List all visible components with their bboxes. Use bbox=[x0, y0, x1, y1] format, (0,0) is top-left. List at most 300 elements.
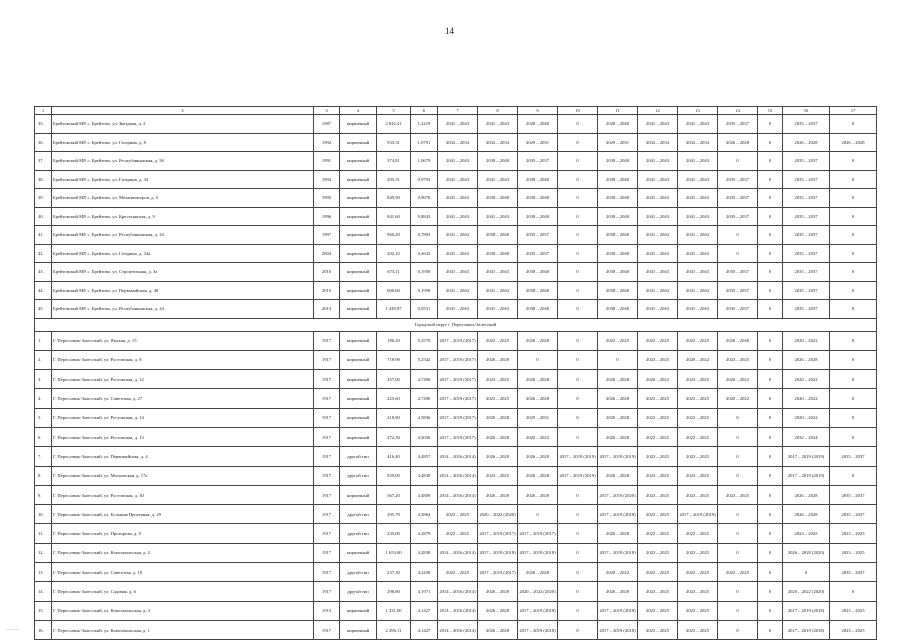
table-cell: 2026 – 2028 bbox=[518, 331, 558, 350]
table-cell: 2035 – 2037 bbox=[783, 263, 830, 282]
row-index-cell: 1 bbox=[35, 107, 52, 115]
table-cell: 0 bbox=[718, 244, 758, 263]
table-cell: 0 bbox=[558, 300, 598, 319]
table-row bbox=[35, 207, 877, 226]
table-cell: 0 bbox=[830, 427, 877, 446]
table-cell: 2017 – 2019 (2019) bbox=[783, 466, 830, 485]
address-cell: Г. Переславль-Залесский, ул. Московская, д. 17а bbox=[52, 466, 314, 485]
address-cell: Г. Переславль-Залесский, ул. Советская, д. 10 bbox=[52, 563, 314, 582]
table-cell: 0 bbox=[558, 370, 598, 389]
table-cell: 2035 – 2037 bbox=[783, 170, 830, 189]
table-cell: 2035 – 2037 bbox=[783, 281, 830, 300]
table-cell: 2023 – 2025 bbox=[638, 447, 678, 466]
table-cell: 0 bbox=[758, 170, 783, 189]
table-cell: 2017 – 2019 (2019) bbox=[598, 447, 638, 466]
table-cell: 1917 bbox=[314, 427, 340, 446]
row-index-cell: 15. bbox=[35, 601, 52, 620]
table-cell: 2023 – 2025 bbox=[678, 370, 718, 389]
table-cell: 2041 – 2043 bbox=[638, 170, 678, 189]
table-cell: 2035 – 2037 bbox=[783, 226, 830, 245]
table-cell: 0 bbox=[830, 408, 877, 427]
table-cell: 1917 bbox=[314, 485, 340, 504]
table-cell: 2026 – 2028 bbox=[518, 389, 558, 408]
table-cell: 2020 – 2022 bbox=[783, 389, 830, 408]
table-cell: 2035 – 2037 bbox=[783, 300, 830, 319]
table-cell: 849,50 bbox=[377, 189, 411, 208]
table-cell: 2035 – 2037 bbox=[783, 207, 830, 226]
table-cell: 2038 – 2040 bbox=[598, 244, 638, 263]
table-cell: 0 bbox=[718, 226, 758, 245]
table-cell: 2041 – 2043 bbox=[678, 281, 718, 300]
table-cell: 0 bbox=[758, 389, 783, 408]
table-row bbox=[35, 505, 877, 524]
table-cell: 2023 – 2025 bbox=[638, 582, 678, 601]
table-cell: 0 bbox=[830, 152, 877, 171]
table-cell: 2041 – 2043 bbox=[438, 263, 478, 282]
table-cell: 0 bbox=[718, 543, 758, 562]
table-cell: 2023 – 2025 bbox=[678, 601, 718, 620]
table-cell: 0 bbox=[830, 263, 877, 282]
table-cell: 2035 – 2037 bbox=[518, 152, 558, 171]
table-cell: 2023 – 2025 bbox=[638, 543, 678, 562]
table-cell: 0 bbox=[830, 389, 877, 408]
table-cell: 2026 – 2028 bbox=[598, 524, 638, 543]
table-cell: 2023 – 2025 bbox=[638, 524, 678, 543]
table-cell: 2017 – 2019 (2017) bbox=[438, 408, 478, 427]
table-cell: 0 bbox=[830, 350, 877, 369]
table-row bbox=[35, 408, 877, 427]
table-cell: 0 bbox=[830, 189, 877, 208]
table-cell: 2041 – 2043 bbox=[638, 226, 678, 245]
table-cell: 0 bbox=[758, 331, 783, 350]
table-cell: 2038 – 2040 bbox=[518, 300, 558, 319]
table-cell: 0 bbox=[718, 505, 758, 524]
table-cell: 2014 – 2016 (2014) bbox=[438, 485, 478, 504]
table-cell: 2038 – 2040 bbox=[518, 207, 558, 226]
table-row bbox=[35, 152, 877, 171]
table-cell: 2038 – 2040 bbox=[598, 226, 638, 245]
table-cell: 2026 – 2028 bbox=[598, 466, 638, 485]
table-cell: 2038 – 2040 bbox=[478, 244, 518, 263]
table-cell: 2041 – 2043 bbox=[678, 263, 718, 282]
table-cell: 2038 – 2040 bbox=[598, 281, 638, 300]
table-row bbox=[35, 563, 877, 582]
table-cell: 2023 – 2025 bbox=[678, 543, 718, 562]
table-cell: 1 653,00 bbox=[377, 543, 411, 562]
table-cell: 0,4632 bbox=[411, 244, 438, 263]
table-cell: 1997 bbox=[314, 226, 340, 245]
table-cell: 2041 – 2043 bbox=[438, 244, 478, 263]
row-index-cell: 13. bbox=[35, 563, 52, 582]
table-cell: 2026 – 2028 bbox=[783, 350, 830, 369]
table-cell: 2035 – 2037 bbox=[830, 447, 877, 466]
table-cell: 2026 – 2028 bbox=[598, 370, 638, 389]
table-cell: 2017 – 2019 (2018) bbox=[783, 620, 830, 639]
table-cell: 2023 – 2025 bbox=[718, 485, 758, 504]
table-cell: кирпичный bbox=[340, 244, 377, 263]
table-cell: 0,9793 bbox=[411, 170, 438, 189]
table-cell: 0 bbox=[718, 601, 758, 620]
table-row bbox=[35, 543, 877, 562]
table-cell: 2020 – 2022 (2020) bbox=[478, 505, 518, 524]
table-cell: кирпичный bbox=[340, 389, 377, 408]
address-cell: Брейтовский МР, с. Брейтово, ул. Республиканская, д. 24 bbox=[52, 226, 314, 245]
table-cell: 0 bbox=[558, 133, 598, 152]
table-cell: кирпичный bbox=[340, 207, 377, 226]
table-cell: 0 bbox=[830, 331, 877, 350]
table-cell: 2041 – 2043 bbox=[678, 115, 718, 134]
table-cell: 2026 – 2028 bbox=[478, 485, 518, 504]
table-cell: 225,60 bbox=[377, 389, 411, 408]
table-cell: 1,2219 bbox=[411, 115, 438, 134]
table-cell: 0 bbox=[558, 524, 598, 543]
table-cell: 2041 – 2043 bbox=[678, 226, 718, 245]
row-index-cell: 43. bbox=[35, 263, 52, 282]
table-row bbox=[35, 331, 877, 350]
table-cell: 2041 – 2043 bbox=[638, 152, 678, 171]
table-cell: 2026 – 2028 (2020) bbox=[783, 543, 830, 562]
table-cell: 0,8843 bbox=[411, 207, 438, 226]
table-cell: 2023 – 2025 bbox=[830, 524, 877, 543]
table-cell: 2017 – 2019 (2019) bbox=[678, 505, 718, 524]
table-cell: 5,3579 bbox=[411, 331, 438, 350]
table-cell: 0 bbox=[758, 281, 783, 300]
table-cell: 4,7490 bbox=[411, 389, 438, 408]
table-cell: 2017 – 2019 (2018) bbox=[598, 543, 638, 562]
table-cell: 2023 – 2025 bbox=[830, 601, 877, 620]
table-cell: 0 bbox=[830, 370, 877, 389]
table-cell: кирпичный bbox=[340, 543, 377, 562]
table-cell: 2035 – 2037 bbox=[718, 115, 758, 134]
address-cell: Брейтовский МР, с. Брейтово, ул. Первомайская, д. 48 bbox=[52, 281, 314, 300]
table-cell: 295,79 bbox=[377, 505, 411, 524]
scan-footer-mark: ——— bbox=[6, 626, 20, 631]
table-cell: 2017 – 2019 (2019) bbox=[558, 447, 598, 466]
table-cell: 2026 – 2028 bbox=[518, 447, 558, 466]
table-cell: 2026 – 2028 bbox=[830, 133, 877, 152]
table-cell: 374,81 bbox=[377, 152, 411, 171]
table-cell: 1995 bbox=[314, 189, 340, 208]
table-cell: 6 bbox=[411, 107, 438, 115]
table-cell: 1917 bbox=[314, 408, 340, 427]
table-cell: кирпичный bbox=[340, 485, 377, 504]
table-cell: другой тип bbox=[340, 447, 377, 466]
table-cell: 2041 – 2043 bbox=[638, 300, 678, 319]
table-cell: 0,1958 bbox=[411, 281, 438, 300]
table-cell: 2041 – 2043 bbox=[438, 207, 478, 226]
table-cell: 2026 – 2028 bbox=[718, 133, 758, 152]
address-cell: Г. Переславль-Залесский, ул. Первомайская, д. 4 bbox=[52, 447, 314, 466]
table-cell: 2041 – 2043 bbox=[438, 226, 478, 245]
table-cell: 0 bbox=[758, 466, 783, 485]
table-cell: другой тип bbox=[340, 582, 377, 601]
table-cell: 960,20 bbox=[377, 226, 411, 245]
table-cell: 2017 – 2019 (2017) bbox=[438, 331, 478, 350]
table-cell: 2017 – 2019 (2020) bbox=[598, 485, 638, 504]
table-cell: 0 bbox=[558, 263, 598, 282]
table-cell: 0 bbox=[758, 505, 783, 524]
table-cell: 1917 bbox=[314, 447, 340, 466]
table-cell: 2023 – 2025 bbox=[638, 563, 678, 582]
table-cell: 1917 bbox=[314, 389, 340, 408]
row-index-cell: 44. bbox=[35, 281, 52, 300]
table-cell: 4 bbox=[340, 107, 377, 115]
table-cell: 2026 – 2028 bbox=[478, 408, 518, 427]
table-row bbox=[35, 281, 877, 300]
table-cell: 2023 – 2025 bbox=[438, 563, 478, 582]
table-cell: 0 bbox=[518, 350, 558, 369]
table-cell: 4,2838 bbox=[411, 543, 438, 562]
table-cell: 2035 – 2037 bbox=[783, 244, 830, 263]
row-index-cell: 45. bbox=[35, 300, 52, 319]
table-cell: 4,4857 bbox=[411, 447, 438, 466]
table-row bbox=[35, 226, 877, 245]
table-cell: 0 bbox=[758, 133, 783, 152]
row-index-cell: 38. bbox=[35, 170, 52, 189]
table-cell: 2023 – 2025 bbox=[478, 466, 518, 485]
table-cell: 4,1427 bbox=[411, 620, 438, 639]
table-cell: 3 bbox=[314, 107, 340, 115]
table-row bbox=[35, 263, 877, 282]
table-cell: 0 bbox=[758, 582, 783, 601]
table-cell: 2026 – 2028 bbox=[518, 466, 558, 485]
table-row bbox=[35, 350, 877, 369]
table-cell: 2041 – 2043 bbox=[638, 281, 678, 300]
table-cell: 0 bbox=[558, 620, 598, 639]
table-cell: 2038 – 2040 bbox=[478, 152, 518, 171]
table-cell: 0 bbox=[598, 350, 638, 369]
table-cell: 2017 – 2019 (2018) bbox=[598, 505, 638, 524]
table-cell: 0,7893 bbox=[411, 226, 438, 245]
table-cell: 2026 – 2028 bbox=[478, 447, 518, 466]
housing-repair-schedule-table bbox=[34, 106, 877, 640]
table-cell: 10 bbox=[558, 107, 598, 115]
table-cell: 2041 – 2043 bbox=[438, 189, 478, 208]
table-cell: 1917 bbox=[314, 582, 340, 601]
table-cell: 1913 bbox=[314, 601, 340, 620]
table-cell: 8 bbox=[478, 107, 518, 115]
row-index-cell: 3. bbox=[35, 370, 52, 389]
address-cell: Брейтовский МР, с. Брейтово, ул. Республиканская, д. 24 bbox=[52, 300, 314, 319]
table-cell: 2023 – 2025 bbox=[678, 427, 718, 446]
table-cell: 2017 – 2019 (2017) bbox=[478, 524, 518, 543]
table-cell: другой тип bbox=[340, 563, 377, 582]
table-cell: 0,1958 bbox=[411, 263, 438, 282]
table-cell: 2023 – 2025 bbox=[678, 620, 718, 639]
row-index-cell: 4. bbox=[35, 389, 52, 408]
table-cell: кирпичный bbox=[340, 370, 377, 389]
table-cell: кирпичный bbox=[340, 133, 377, 152]
table-cell: 2035 – 2037 bbox=[830, 505, 877, 524]
table-cell: 2017 – 2019 (2018) bbox=[478, 543, 518, 562]
table-cell: 2017 – 2019 (2017) bbox=[518, 524, 558, 543]
section-header-row bbox=[35, 318, 877, 331]
table-cell: 2032 – 2034 bbox=[783, 427, 830, 446]
table-cell: 2023 – 2025 bbox=[718, 350, 758, 369]
table-cell: 0 bbox=[558, 207, 598, 226]
table-cell: 0 bbox=[718, 408, 758, 427]
table-cell: 2023 – 2025 bbox=[678, 466, 718, 485]
row-index-cell: 10. bbox=[35, 505, 52, 524]
row-index-cell: 37. bbox=[35, 152, 52, 171]
table-cell: 0 bbox=[758, 601, 783, 620]
address-cell: Г. Переславль-Залесский, ул. Ростовская, д. 13 bbox=[52, 427, 314, 446]
table-cell: 0 bbox=[558, 485, 598, 504]
table-row bbox=[35, 389, 877, 408]
table-cell: 9 bbox=[518, 107, 558, 115]
table-cell: 2023 – 2025 bbox=[638, 408, 678, 427]
table-cell: кирпичный bbox=[340, 331, 377, 350]
table-cell: 2014 – 2016 (2014) bbox=[438, 543, 478, 562]
table-cell: 2038 – 2040 bbox=[598, 300, 638, 319]
table-cell: кирпичный bbox=[340, 281, 377, 300]
table-cell: 0 bbox=[830, 582, 877, 601]
table-cell: 1917 bbox=[314, 620, 340, 639]
table-cell: 673,11 bbox=[377, 263, 411, 282]
table-cell: 0 bbox=[758, 300, 783, 319]
table-cell: 14 bbox=[718, 107, 758, 115]
table-cell: 13 bbox=[678, 107, 718, 115]
table-cell: кирпичный bbox=[340, 408, 377, 427]
table-cell: 2020 – 2022 bbox=[718, 370, 758, 389]
table-cell: 0 bbox=[558, 427, 598, 446]
table-cell: 0 bbox=[758, 447, 783, 466]
table-cell: 5,2542 bbox=[411, 350, 438, 369]
address-cell: Брейтовский МР, с. Брейтово, ул. Строительная, д. 3а bbox=[52, 263, 314, 282]
table-cell: 0 bbox=[558, 189, 598, 208]
table-cell: 2028 – 2040 bbox=[518, 115, 558, 134]
table-cell: 2026 – 2028 bbox=[518, 485, 558, 504]
table-cell: 2041 – 2043 bbox=[638, 207, 678, 226]
table-cell: 0 bbox=[718, 524, 758, 543]
row-index-cell: 12. bbox=[35, 543, 52, 562]
table-cell: 2035 – 2037 bbox=[518, 226, 558, 245]
row-index-cell: 36. bbox=[35, 133, 52, 152]
table-cell: 2038 – 2040 bbox=[598, 170, 638, 189]
table-cell: 2023 – 2025 bbox=[598, 331, 638, 350]
address-cell: Г. Переславль-Залесский, ул. Садовая, д. 6 bbox=[52, 582, 314, 601]
table-cell: 2017 – 2019 (2018) bbox=[518, 620, 558, 639]
table-cell: 2035 – 2037 bbox=[830, 485, 877, 504]
table-cell: 2004 bbox=[314, 244, 340, 263]
table-cell: 2038 – 2040 bbox=[598, 152, 638, 171]
table-cell: 4,4809 bbox=[411, 485, 438, 504]
address-cell: Брейтовский МР, с. Брейтово, ул. Гагарина, д. 8 bbox=[52, 133, 314, 152]
table-cell: 839,00 bbox=[377, 466, 411, 485]
table-cell: 2038 – 2040 bbox=[478, 189, 518, 208]
table-cell: 2035 – 2037 bbox=[830, 563, 877, 582]
table-cell: 0 bbox=[830, 170, 877, 189]
table-cell: 2041 – 2043 bbox=[638, 244, 678, 263]
table-cell: 4,1971 bbox=[411, 582, 438, 601]
address-cell: Брейтовский МР, с. Брейтово, ул. Механизаторов, д. 5 bbox=[52, 189, 314, 208]
table-cell: 2023 – 2025 bbox=[678, 582, 718, 601]
table-cell: 841,60 bbox=[377, 207, 411, 226]
table-cell: 2029 – 2031 bbox=[598, 133, 638, 152]
table-cell: 0 bbox=[830, 115, 877, 134]
table-cell: 2020 – 2022 bbox=[678, 350, 718, 369]
table-cell: кирпичный bbox=[340, 170, 377, 189]
table-cell: 0 bbox=[758, 524, 783, 543]
table-cell: 2023 – 2025 bbox=[678, 408, 718, 427]
table-cell: 2041 – 2043 bbox=[638, 189, 678, 208]
row-index-cell: 6. bbox=[35, 427, 52, 446]
table-cell: 2023 – 2025 bbox=[830, 543, 877, 562]
table-row bbox=[35, 133, 877, 152]
table-cell: 2020 – 2022 bbox=[518, 427, 558, 446]
table-row bbox=[35, 427, 877, 446]
table-cell: 357,00 bbox=[377, 370, 411, 389]
table-cell: 2026 – 2028 bbox=[598, 427, 638, 446]
table-cell: 2035 – 2037 bbox=[518, 244, 558, 263]
table-cell: 16 bbox=[783, 107, 830, 115]
table-cell: 2035 – 2037 bbox=[718, 263, 758, 282]
table-cell: 2026 – 2028 bbox=[478, 601, 518, 620]
table-cell: 2035 – 2037 bbox=[718, 281, 758, 300]
table-cell: 2026 – 2028 bbox=[478, 620, 518, 639]
table-cell: 2026 – 2028 bbox=[518, 370, 558, 389]
table-cell: 2020 – 2022 bbox=[783, 331, 830, 350]
table-cell: 0 bbox=[558, 115, 598, 134]
table-cell: 2023 – 2025 bbox=[830, 620, 877, 639]
table-cell: 2026 – 2028 bbox=[518, 563, 558, 582]
table-cell: 2032 – 2034 bbox=[478, 133, 518, 152]
address-cell: Брейтовский МР, с. Брейтово, ул. Гагарина, д. 34 bbox=[52, 170, 314, 189]
table-cell: 202,10 bbox=[377, 244, 411, 263]
address-cell: Г. Переславль-Залесский, ул. Ростовская, д. 12 bbox=[52, 370, 314, 389]
table-cell: 0 bbox=[558, 350, 598, 369]
table-cell: 235,00 bbox=[377, 524, 411, 543]
table-cell: 933,31 bbox=[377, 133, 411, 152]
table-cell: 2041 – 2043 bbox=[478, 207, 518, 226]
table-cell: 2041 – 2043 bbox=[478, 170, 518, 189]
table-cell: 2038 – 2040 bbox=[598, 189, 638, 208]
table-cell: 0 bbox=[758, 244, 783, 263]
table-cell: 0 bbox=[758, 115, 783, 134]
table-cell: кирпичный bbox=[340, 152, 377, 171]
table-cell: 17 bbox=[830, 107, 877, 115]
table-cell: 237,30 bbox=[377, 563, 411, 582]
table-cell: 2038 – 2040 bbox=[518, 189, 558, 208]
address-cell: Г. Переславль-Залесский, ул. Прохорова, д. 8 bbox=[52, 524, 314, 543]
address-cell: Г. Переславль-Залесский, ул. Советская, д. 27 bbox=[52, 389, 314, 408]
table-cell: 15 bbox=[758, 107, 783, 115]
section-title: Городской округ г. Переславль-Залесский bbox=[35, 318, 877, 331]
table-cell: 218,80 bbox=[377, 408, 411, 427]
table-cell: 1917 bbox=[314, 370, 340, 389]
table-cell: 0 bbox=[558, 543, 598, 562]
table-cell: 2038 – 2040 bbox=[598, 263, 638, 282]
table-cell: 2026 – 2028 bbox=[783, 133, 830, 152]
address-cell: Брейтовский МР, с. Брейтово, ул. Звездная, д. 2 bbox=[52, 115, 314, 134]
address-cell: Г. Переславль-Залесский, ул. Комсомольская, д. 3 bbox=[52, 601, 314, 620]
table-cell: 2017 – 2019 (2017) bbox=[438, 350, 478, 369]
table-cell: 2041 – 2043 bbox=[678, 207, 718, 226]
table-cell: 0 bbox=[758, 263, 783, 282]
table-cell: 2026 – 2028 bbox=[783, 505, 830, 524]
table-cell: 0 bbox=[758, 408, 783, 427]
table-row bbox=[35, 300, 877, 319]
table-cell: 4,1427 bbox=[411, 601, 438, 620]
table-cell: 0 bbox=[558, 601, 598, 620]
table-cell: 2029 – 2031 bbox=[518, 133, 558, 152]
table-cell: 2017 – 2019 (2017) bbox=[438, 370, 478, 389]
table-cell: 2017 – 2019 (2018) bbox=[598, 601, 638, 620]
table-cell: 2017 – 2019 (2018) bbox=[518, 543, 558, 562]
table-cell: 1917 bbox=[314, 505, 340, 524]
table-cell: 2014 – 2016 (2014) bbox=[438, 447, 478, 466]
table-cell: 0 bbox=[758, 350, 783, 369]
